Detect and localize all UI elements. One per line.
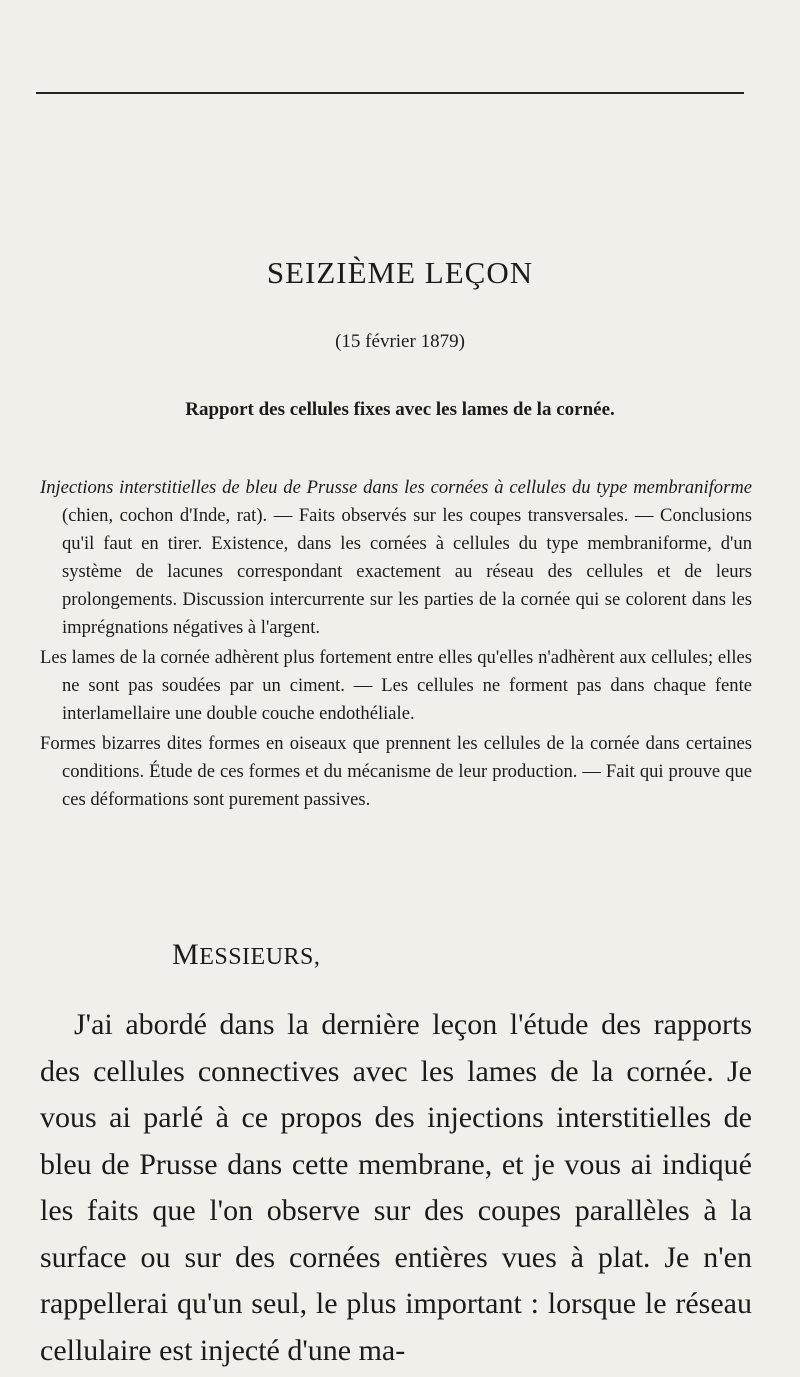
summary-paragraph-2: Les lames de la cornée adhèrent plus fortement entre elles qu'elles n'adhèrent aux cellules; elles ne sont pas soudées par un ciment. — Les cellules ne forment pas dans chaque fente interlamellaire une double couche endothéliale. (40, 647, 752, 724)
lecture-subject: Rapport des cellules fixes avec les lames de la cornée. (185, 399, 615, 420)
lecture-title: SEIZIÈME LEÇON (266, 255, 534, 290)
salutation-initial: M (172, 938, 200, 971)
summary-italic-heading: Injections interstitielles de bleu de Prusse dans les cornées à cellules du type membraniforme (40, 477, 752, 498)
header-rule (36, 92, 744, 94)
lecture-date: (15 février 1879) (335, 331, 465, 352)
summary-paragraph-1-text: (chien, cochon d'Inde, rat). — Faits observés sur les coupes transversales. — Conclusions qu'il faut en tirer. Existence, dans les cornées à cellules du type membraniforme, d'un système de lacunes correspondant exactement au réseau des cellules et de leurs prolongements. Discussion intercurrente sur les parties de la cornée qui se colorent dans les imprégnations négatives à l'argent. (62, 505, 752, 638)
salutation-rest: ESSIEURS, (199, 944, 321, 970)
body-paragraph: J'ai abordé dans la dernière leçon l'étude des rapports des cellules connectives avec les lames de la cornée. Je vous ai parlé à ce propos des injections interstitielles de bleu de Prusse dans cette membrane, et je vous ai indiqué les faits que l'on observe sur des coupes parallèles à la surface ou sur des cornées entières vues à plat. Je n'en rappellerai qu'un seul, le plus important : lorsque le réseau cellulaire est injecté d'une ma- (40, 1008, 752, 1367)
summary-paragraph-3: Formes bizarres dites formes en oiseaux que prennent les cellules de la cornée dans certaines conditions. Étude de ces formes et du mécanisme de leur production. — Fait qui prouve que ces déformations sont purement passives. (40, 733, 752, 810)
lecture-summary (40, 474, 752, 816)
body-text (40, 1002, 752, 1374)
salutation (172, 938, 320, 972)
summary-paragraph-1 (40, 474, 752, 642)
